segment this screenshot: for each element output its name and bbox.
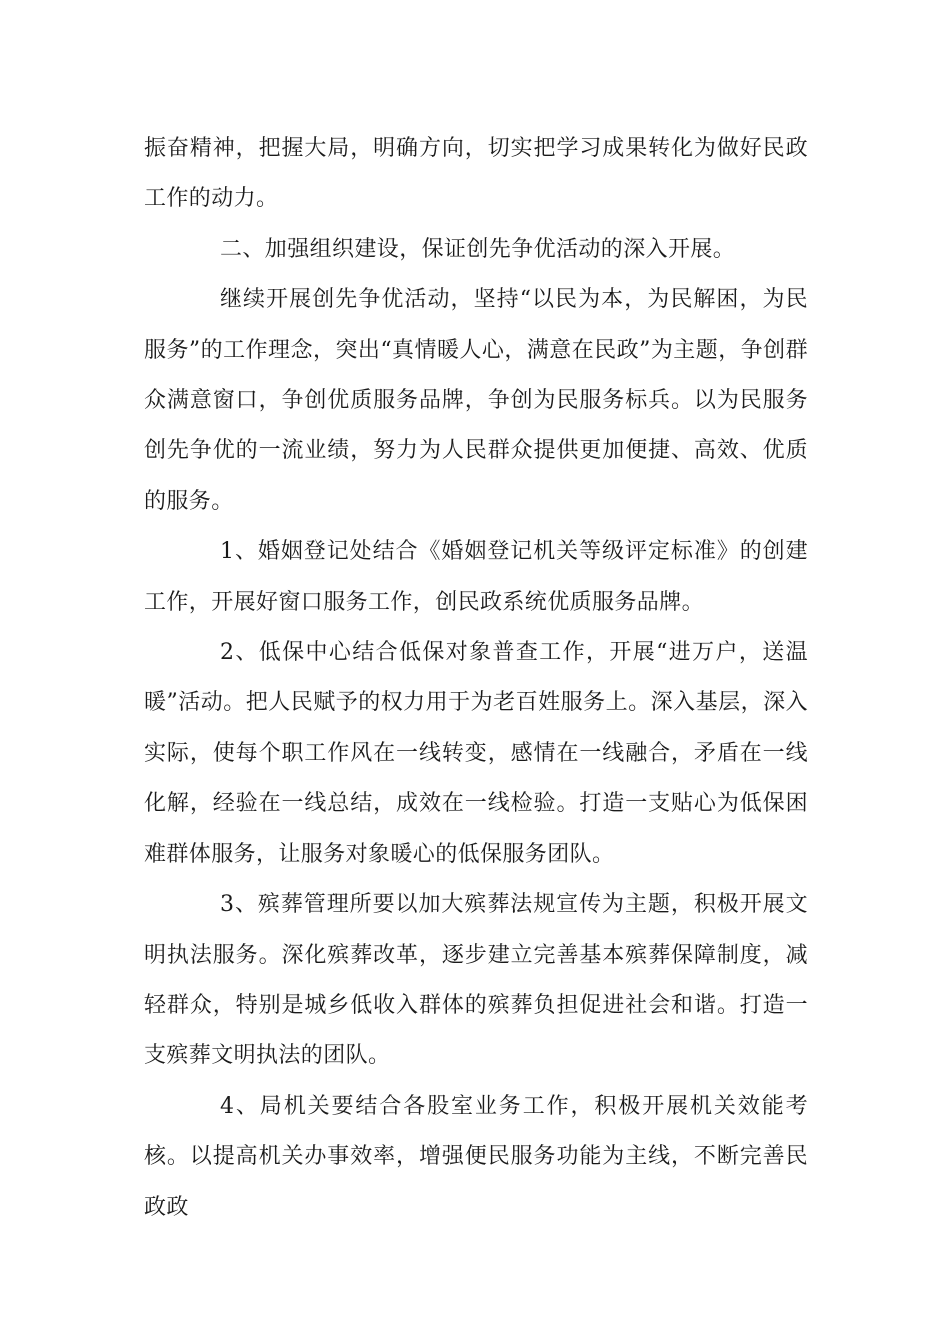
paragraph-intro: 继续开展创先争优活动，坚持“以民为本，为民解困，为民服务”的工作理念，突出“真情暖人心，满意在民政”为主题，争创群众满意窗口，争创优质服务品牌，争创为民服务标兵。以为民服务创先争优的一流业绩，努力为人民群众提供更加便捷、高效、优质的服务。 bbox=[144, 287, 808, 514]
document-page bbox=[144, 124, 808, 1233]
paragraph-continuation: 振奋精神，把握大局，明确方向，切实把学习成果转化为做好民政工作的动力。 bbox=[144, 136, 808, 212]
list-item-2: 2、低保中心结合低保对象普查工作，开展“进万户，送温暖”活动。把人民赋予的权力用于为老百姓服务上。深入基层，深入实际，使每个职工作风在一线转变，感情在一线融合，矛盾在一线化解，经验在一线总结，成效在一线检验。打造一支贴心为低保困难群体服务，让服务对象暖心的低保服务团队。 bbox=[144, 640, 808, 867]
list-item-4: 4、局机关要结合各股室业务工作，积极开展机关效能考核。以提高机关办事效率，增强便民服务功能为主线，不断完善民政政 bbox=[144, 1093, 808, 1220]
list-item-3: 3、殡葬管理所要以加大殡葬法规宣传为主题，积极开展文明执法服务。深化殡葬改革，逐步建立完善基本殡葬保障制度，减轻群众，特别是城乡低收入群体的殡葬负担促进社会和谐。打造一支殡葬文明执法的团队。 bbox=[144, 892, 808, 1069]
section-heading-2: 二、加强组织建设，保证创先争优活动的深入开展。 bbox=[220, 236, 736, 262]
list-item-1: 1、婚姻登记处结合《婚姻登记机关等级评定标准》的创建工作，开展好窗口服务工作，创民政系统优质服务品牌。 bbox=[144, 539, 808, 615]
